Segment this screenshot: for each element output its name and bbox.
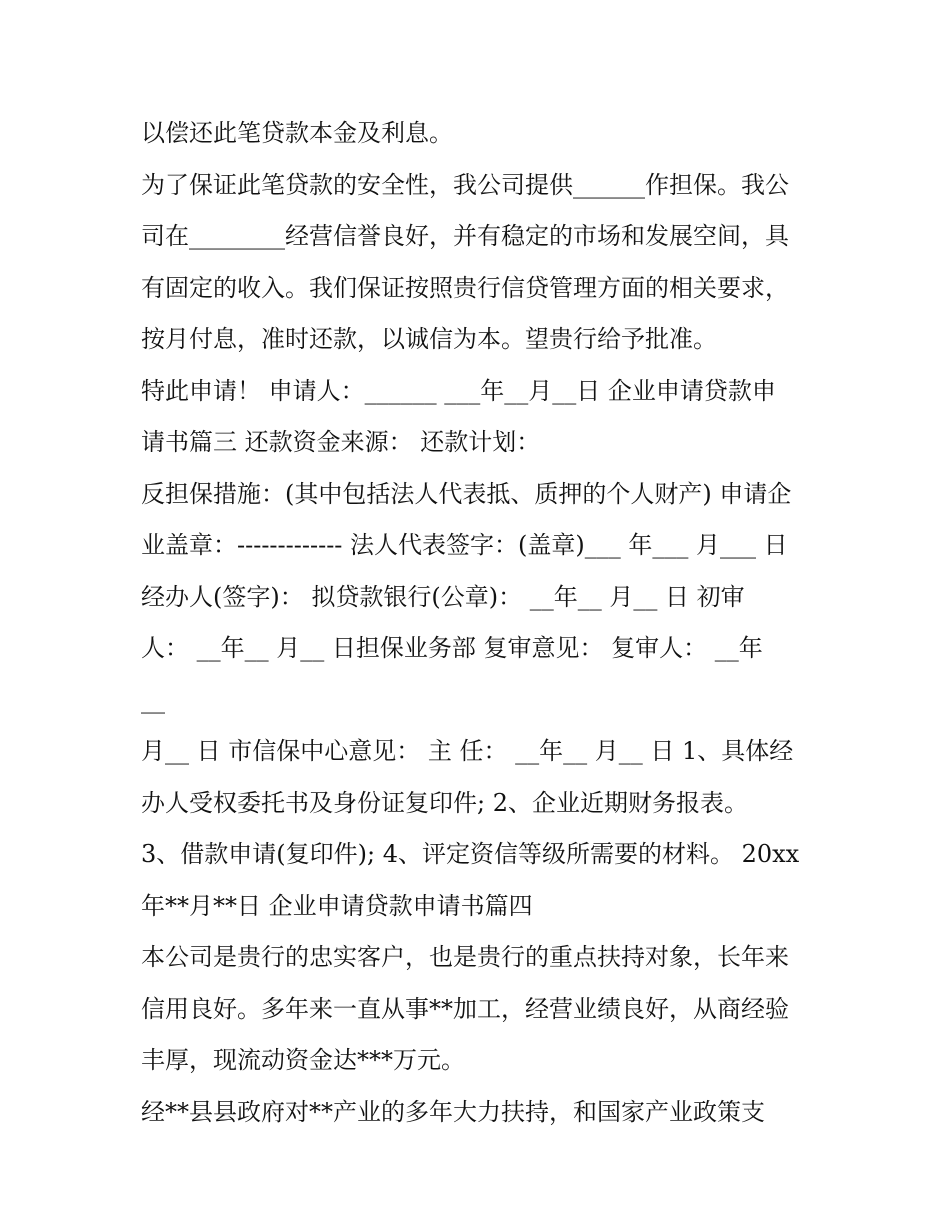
text-line: 为了保证此笔贷款的安全性，我公司提供______作担保。我公 <box>141 170 789 199</box>
text-line: 有固定的收入。我们保证按照贵行信贷管理方面的相关要求， <box>141 273 789 302</box>
text-line: 本公司是贵行的忠实客户，也是贵行的重点扶持对象，长年来 <box>141 943 789 971</box>
text-line: 请书篇三 还款资金来源： 还款计划： <box>141 428 541 456</box>
text-line: 特此申请！ 申请人：______ ___年__月__日 企业申请贷款申 <box>141 376 776 405</box>
text-line: 年**月**日 企业申请贷款申请书篇四 <box>141 891 533 920</box>
text-line: 业盖章：------------- 法人代表签字：(盖章)___ 年___ 月___ 日 <box>141 531 788 559</box>
text-line: 信用良好。多年来一直从事**加工，经营业绩良好，从商经验 <box>141 994 789 1023</box>
text-line: 反担保措施：(其中包括法人代表抵、质押的个人财产) 申请企 <box>141 479 792 508</box>
text-line: 人： __年__ 月__ 日担保业务部 复审意见： 复审人： __年 <box>141 634 763 662</box>
text-line: 3、借款申请(复印件); 4、评定资信等级所需要的材料。 20xx <box>141 840 800 868</box>
text-line: __ <box>141 685 165 714</box>
document-body <box>141 108 821 1138</box>
text-line: 按月付息，准时还款，以诚信为本。望贵行给予批准。 <box>141 325 717 353</box>
text-line: 月__ 日 市信保中心意见： 主 任： __年__ 月__ 日 1、具体经 <box>141 737 794 765</box>
text-line: 办人受权委托书及身份证复印件; 2、企业近期财务报表。 <box>141 788 748 817</box>
text-line: 经办人(签字)： 拟贷款银行(公章)： __年__ 月__ 日 初审 <box>141 582 745 611</box>
text-line: 丰厚，现流动资金达***万元。 <box>141 1046 465 1074</box>
text-line: 司在________经营信誉良好，并有稳定的市场和发展空间，具 <box>141 222 789 250</box>
text-line: 经**县县政府对**产业的多年大力扶持，和国家产业政策支 <box>141 1097 765 1126</box>
text-line: 以偿还此笔贷款本金及利息。 <box>141 119 453 147</box>
